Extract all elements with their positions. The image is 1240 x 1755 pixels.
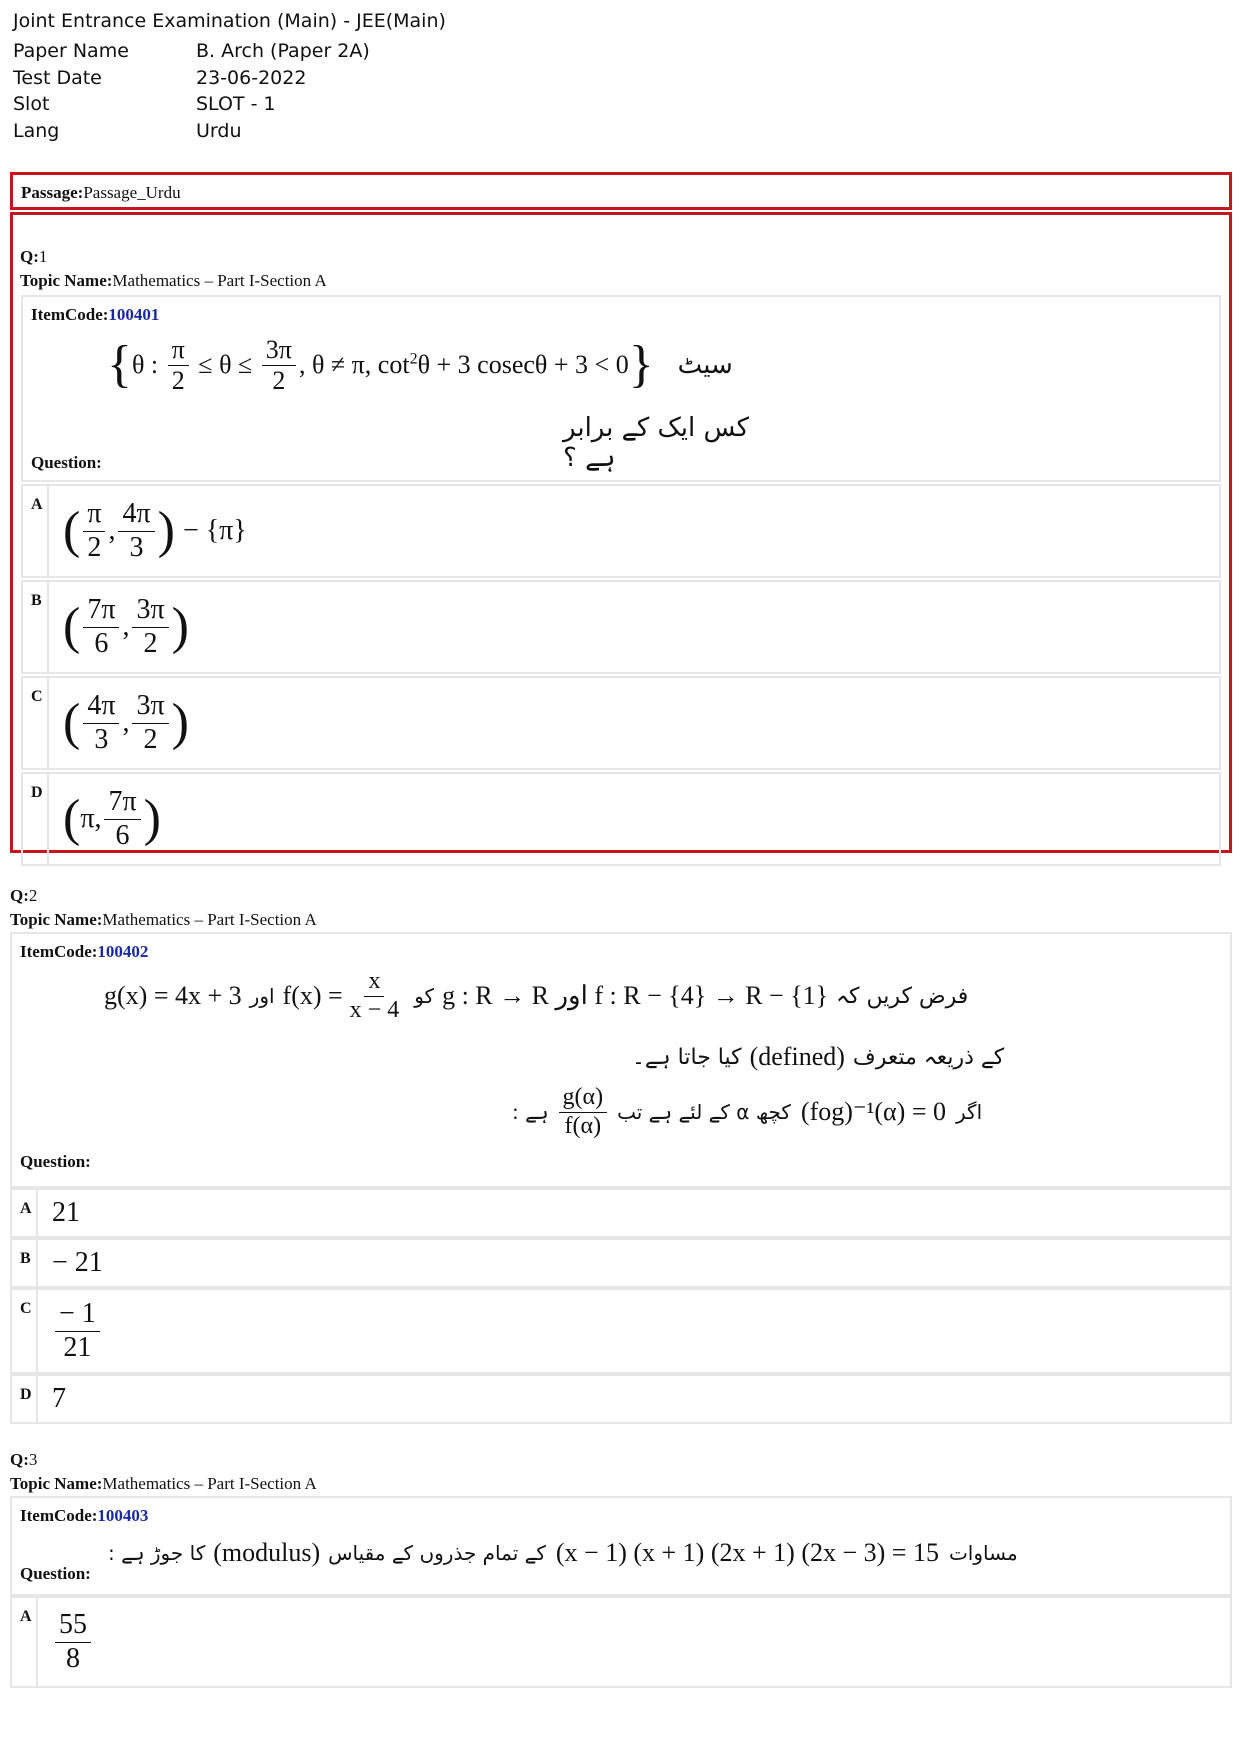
option-d[interactable] bbox=[21, 772, 1221, 866]
q-number: 1 bbox=[38, 247, 48, 266]
passage-box bbox=[10, 172, 1232, 210]
itemcode-value: 100403 bbox=[97, 1506, 149, 1525]
option-value: ( $\frac{4\pi}{3}$ , $\frac{3\pi}{2}$ ) bbox=[63, 690, 189, 755]
topic-value: Mathematics – Part I-Section A bbox=[102, 1474, 317, 1493]
meta-value: SLOT - 1 bbox=[196, 93, 276, 115]
option-b[interactable] bbox=[10, 1238, 1232, 1288]
meta-value: B. Arch (Paper 2A) bbox=[196, 40, 370, 62]
question-number-line bbox=[20, 245, 1221, 269]
question-label: Question: bbox=[31, 453, 102, 472]
question-1-block bbox=[10, 212, 1232, 853]
meta-key: Slot bbox=[13, 93, 50, 115]
option-b[interactable] bbox=[21, 580, 1221, 674]
topic-value: Mathematics – Part I-Section A bbox=[112, 271, 327, 290]
option-value: ( π , $\frac{7\pi}{6}$ ) bbox=[63, 786, 161, 851]
question-label: Question: bbox=[20, 1152, 91, 1171]
q-label: Q: bbox=[20, 247, 39, 266]
stem-math: { θ : $\frac{\pi}{2}$ ≤ θ ≤ $\frac{3\pi}{2}$ , θ ≠ π, $\cot^2\theta + 3$ cosecθ + 3 < 0 } سیٹ bbox=[107, 335, 733, 395]
stem-urdu-1: سیٹ bbox=[677, 350, 733, 381]
passage-label: Passage: bbox=[21, 183, 84, 202]
option-label: C bbox=[23, 678, 49, 768]
option-a[interactable] bbox=[21, 484, 1221, 578]
option-value: 21 bbox=[52, 1197, 80, 1228]
option-label: A bbox=[23, 486, 49, 576]
option-d[interactable] bbox=[10, 1374, 1232, 1424]
exam-meta-table bbox=[13, 38, 370, 144]
itemcode-line bbox=[20, 942, 148, 962]
stem-line: کا جوڑ ہے : (modulus) کے تمام جذروں کے مقیاس (x − 1) (x + 1) (2x + 1) (2x − 3) = 15 مساوات bbox=[108, 1538, 1018, 1567]
question-stem-box bbox=[21, 295, 1221, 482]
option-c[interactable] bbox=[21, 676, 1221, 770]
itemcode-value: 100401 bbox=[108, 305, 160, 324]
meta-row bbox=[13, 65, 370, 92]
option-suffix: − {π} bbox=[182, 515, 247, 546]
exam-title: Joint Entrance Examination (Main) - JEE(Main) bbox=[13, 10, 446, 32]
question-stem-box bbox=[10, 932, 1232, 1188]
option-value: ( $\frac{\pi}{2}$ , $\frac{4\pi}{3}$ ) − {π} bbox=[63, 498, 247, 563]
option-label: B bbox=[23, 582, 49, 672]
meta-row bbox=[13, 91, 370, 118]
topic-line bbox=[10, 908, 1232, 932]
option-label: D bbox=[23, 774, 49, 864]
question-label: Question: bbox=[20, 1564, 91, 1583]
itemcode-label: ItemCode: bbox=[31, 305, 109, 324]
meta-key: Test Date bbox=[13, 66, 102, 89]
option-label: A bbox=[12, 1598, 38, 1686]
itemcode-value: 100402 bbox=[97, 942, 149, 961]
question-number-line bbox=[10, 884, 1232, 908]
itemcode-line bbox=[31, 305, 159, 325]
question-2-block bbox=[10, 884, 1232, 1424]
option-value: $\frac{- 1}{21}$ bbox=[38, 1290, 103, 1372]
meta-row bbox=[13, 38, 370, 65]
topic-label: Topic Name: bbox=[10, 910, 103, 929]
option-a[interactable] bbox=[10, 1596, 1232, 1688]
topic-value: Mathematics – Part I-Section A bbox=[102, 910, 317, 929]
question-stem-box bbox=[10, 1496, 1232, 1596]
topic-label: Topic Name: bbox=[10, 1474, 103, 1493]
itemcode-label: ItemCode: bbox=[20, 1506, 98, 1525]
q-number: 2 bbox=[28, 886, 38, 905]
meta-row bbox=[13, 118, 370, 145]
option-value: $\frac{55}{8}$ bbox=[38, 1598, 94, 1686]
stem-line-1: g(x) = 4x + 3 اور f(x) = $\frac{x}{x - 4}$ کو g : R → R اور f : R − {4} → R − {1} فرض کریں کہ bbox=[104, 968, 969, 1023]
option-label: B bbox=[12, 1240, 38, 1286]
q-label: Q: bbox=[10, 1450, 29, 1469]
itemcode-line bbox=[20, 1506, 148, 1526]
option-label: C bbox=[12, 1290, 38, 1372]
topic-label: Topic Name: bbox=[20, 271, 113, 290]
question-3-block bbox=[10, 1448, 1232, 1688]
meta-value: 23-06-2022 bbox=[196, 66, 307, 89]
stem-line-2: کیا جاتا ہے۔ (defined) کے ذریعہ متعرف bbox=[632, 1042, 1005, 1071]
option-value: ( $\frac{7\pi}{6}$ , $\frac{3\pi}{2}$ ) bbox=[63, 594, 189, 659]
question-number-line bbox=[10, 1448, 1232, 1472]
option-c[interactable] bbox=[10, 1288, 1232, 1374]
meta-key: Lang bbox=[13, 119, 60, 142]
option-a[interactable] bbox=[10, 1188, 1232, 1238]
q-label: Q: bbox=[10, 886, 29, 905]
stem-urdu-2: کس ایک کے برابر ہے ؟ bbox=[563, 413, 750, 473]
option-value: 7 bbox=[52, 1383, 66, 1414]
passage-value: Passage_Urdu bbox=[83, 183, 181, 202]
q-number: 3 bbox=[28, 1450, 38, 1469]
topic-line bbox=[20, 269, 1221, 293]
exam-header bbox=[13, 8, 446, 144]
option-value: − 21 bbox=[52, 1247, 103, 1278]
itemcode-label: ItemCode: bbox=[20, 942, 98, 961]
meta-key: Paper Name bbox=[13, 40, 129, 62]
meta-value: Urdu bbox=[196, 119, 242, 142]
option-label: D bbox=[12, 1376, 38, 1422]
stem-line-3: ہے : $\frac{g(\alpha)}{f(\alpha)}$ کچھ α کے لئے ہے تب (fog)⁻¹(α) = 0 اگر bbox=[512, 1084, 983, 1139]
option-label: A bbox=[12, 1190, 38, 1236]
topic-line bbox=[10, 1472, 1232, 1496]
